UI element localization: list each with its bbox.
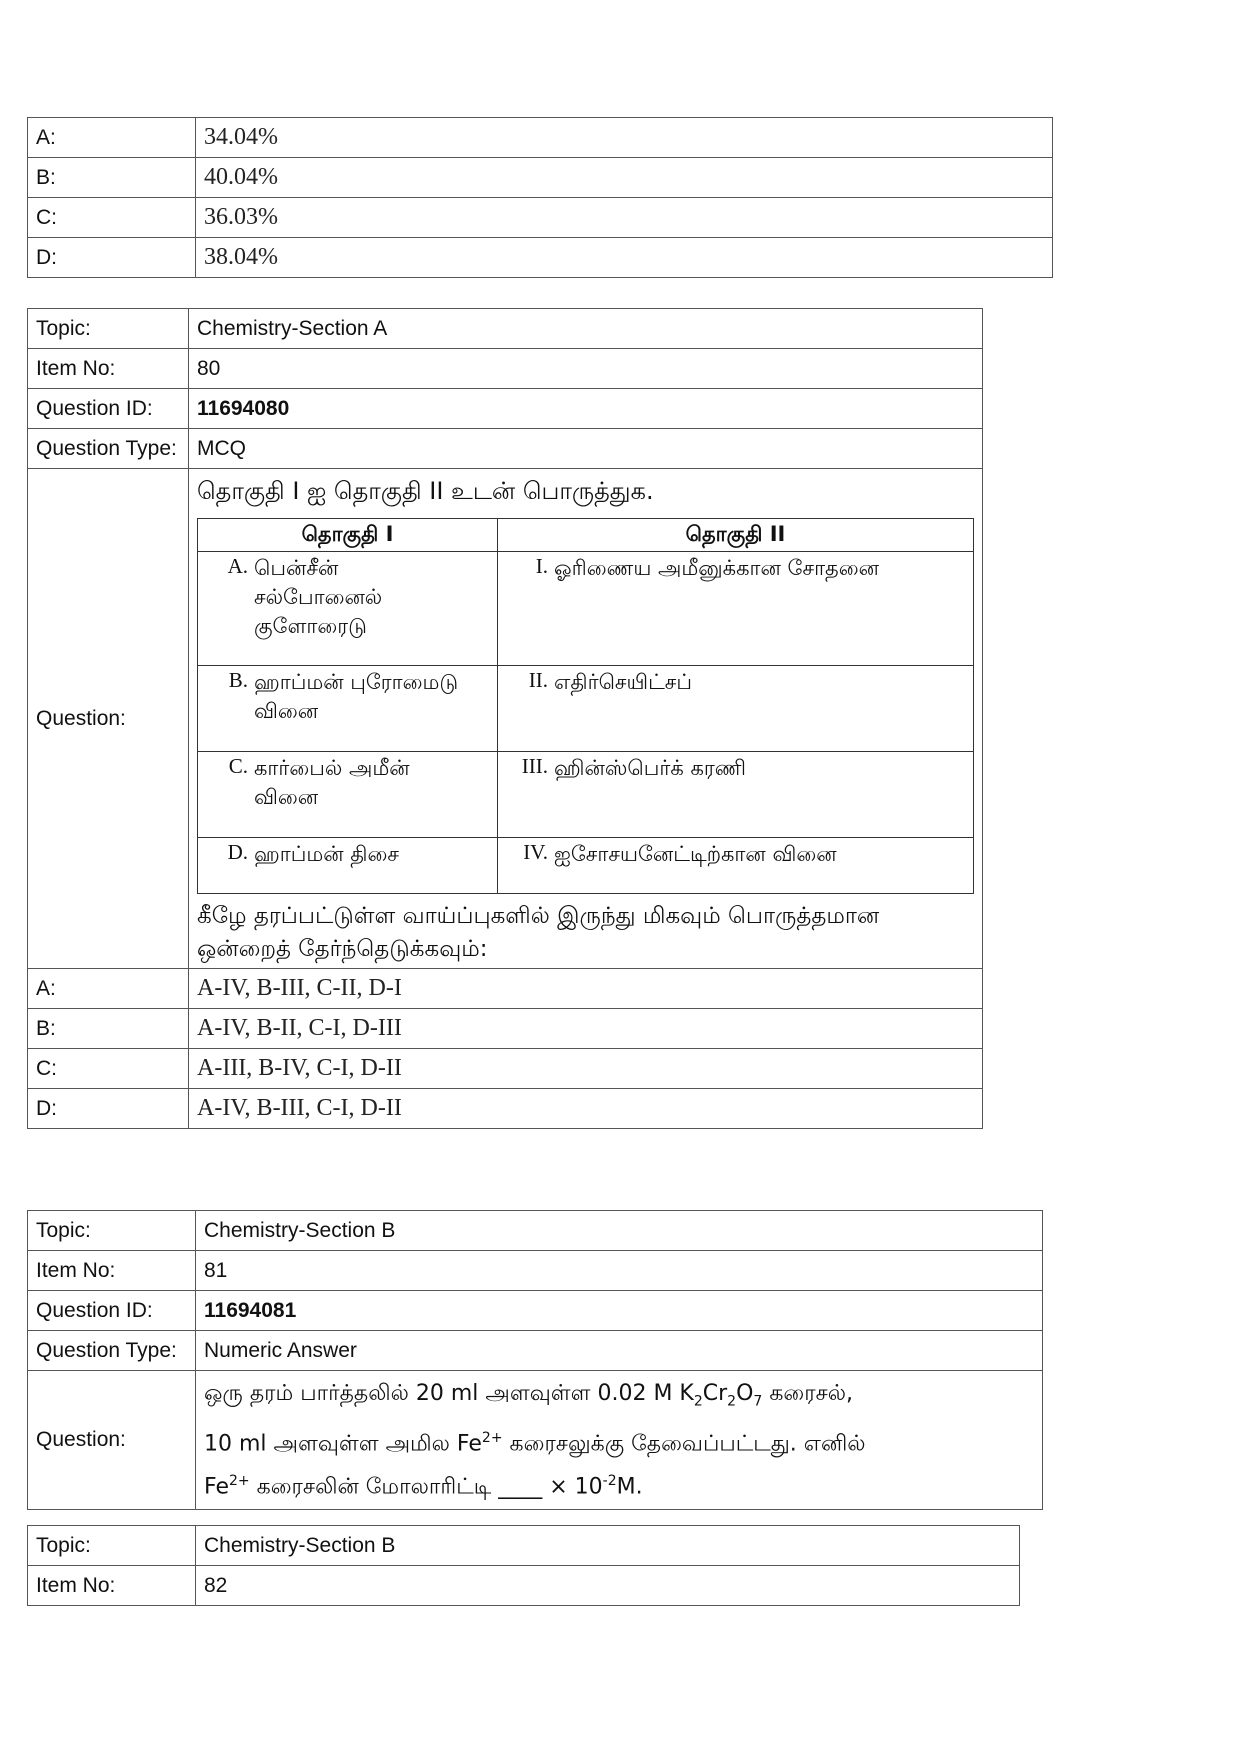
match-row [198,666,974,752]
subscript: 2 [727,1393,737,1410]
table-row [28,1371,1043,1510]
match-row [198,552,974,666]
subscript: 2 [693,1393,703,1410]
table-row [28,1331,1043,1371]
topic-label: Topic: [28,309,189,349]
option-value: 40.04% [196,158,1053,198]
topic-value: Chemistry-Section B [196,1526,1020,1566]
question-line [204,1463,1034,1505]
text-run: Fe [204,1474,229,1500]
item-text: ஓரிணைய அமீனுக்கான சோதனை [554,556,879,580]
subscript: 7 [753,1393,763,1410]
question-line [204,1420,1034,1462]
item-number: C. [228,754,248,778]
topic-label: Topic: [28,1526,196,1566]
table-row [28,1009,983,1049]
match-header-row [198,519,974,552]
question-outro: கீழே தரப்பட்டுள்ள வாய்ப்புகளில் இருந்து மிகவும் பொருத்தமான ஒன்றைத் தேர்ந்தெடுக்கவும்: [197,903,880,962]
item-value: 80 [189,349,983,389]
item-text: எதிர்செயிட்சப் [554,670,693,694]
option-value: A-IV, B-III, C-I, D-II [189,1089,983,1129]
table-row [28,309,983,349]
question-type-value: MCQ [189,429,983,469]
option-key: D: [28,238,196,278]
table-row [28,969,983,1009]
table-row [28,429,983,469]
match-right-cell [498,752,974,838]
option-key: C: [28,198,196,238]
item-number: D. [227,840,248,864]
question-id-value: 11694081 [196,1291,1043,1331]
option-key: B: [28,158,196,198]
question-text [204,1375,1034,1505]
match-left-cell [198,752,498,838]
text-run: கரைசலின் மோலாரிட்டி ____ × 10 [249,1474,603,1500]
option-value: A-IV, B-II, C-I, D-III [189,1009,983,1049]
text-run: 10 ml அளவுள்ள அமில Fe [204,1431,482,1457]
table-row [28,469,983,969]
option-value: A-IV, B-III, C-II, D-I [189,969,983,1009]
text-run: ஒரு தரம் பார்த்தலில் 20 ml அளவுள்ள 0.02 M K [204,1381,694,1406]
match-right-cell [498,552,974,666]
superscript: 2+ [481,1430,503,1447]
question-body [189,469,983,969]
col1-header: தொகுதி I [198,519,498,552]
option-key: A: [28,118,196,158]
match-left-cell [198,838,498,894]
superscript: -2 [602,1472,617,1489]
question-label: Question: [28,1371,196,1510]
text-run: M. [616,1474,643,1500]
table-row [28,118,1053,158]
table-row [28,1251,1043,1291]
topic-value: Chemistry-Section B [196,1211,1043,1251]
prev-options-table [27,117,1053,278]
item-text: பென்சீன் சல்போனைல் குளோரைடு [254,556,383,638]
question-line [204,1375,1034,1420]
item-text: கார்பைல் அமீன் வினை [254,756,410,809]
item-label: Item No: [28,1566,196,1606]
option-value: 36.03% [196,198,1053,238]
match-right-cell [498,838,974,894]
question-82-table [27,1525,1020,1606]
item-number: IV. [523,840,548,864]
match-row [198,838,974,894]
option-key: B: [28,1009,189,1049]
item-number: I. [535,554,548,578]
item-label: Item No: [28,1251,196,1291]
table-row [28,1526,1020,1566]
option-value: 38.04% [196,238,1053,278]
question-80-table [27,308,983,1129]
item-text: ஐசோசயனேட்டிற்கான வினை [554,842,837,866]
item-number: A. [227,554,248,578]
table-row [28,238,1053,278]
item-number: II. [528,668,548,692]
option-key: D: [28,1089,189,1129]
table-row [28,349,983,389]
item-text: ஹாப்மன் புரோமைடு வினை [254,670,459,723]
table-row [28,1211,1043,1251]
option-value: A-III, B-IV, C-I, D-II [189,1049,983,1089]
match-right-cell [498,666,974,752]
table-row [28,389,983,429]
match-left-cell [198,666,498,752]
match-table [197,518,974,894]
question-id-value: 11694080 [189,389,983,429]
question-type-label: Question Type: [28,429,189,469]
option-key: C: [28,1049,189,1089]
option-value: 34.04% [196,118,1053,158]
match-row [198,752,974,838]
superscript: 2+ [229,1472,250,1489]
question-id-label: Question ID: [28,389,189,429]
item-value: 81 [196,1251,1043,1291]
table-row [28,158,1053,198]
table-row [28,1291,1043,1331]
table-row [28,1566,1020,1606]
question-type-label: Question Type: [28,1331,196,1371]
item-text: ஹாப்மன் திசை [254,842,399,866]
match-left-cell [198,552,498,666]
item-text: ஹின்ஸ்பெர்க் கரணி [554,756,746,780]
question-intro: தொகுதி I ஐ தொகுதி II உடன் பொருத்துக. [197,477,654,505]
table-row [28,198,1053,238]
question-type-value: Numeric Answer [196,1331,1043,1371]
table-row [28,1089,983,1129]
question-label: Question: [28,469,189,969]
item-number: III. [521,754,548,778]
question-body [196,1371,1043,1510]
item-number: B. [228,668,248,692]
text-run: Cr [702,1381,728,1406]
col2-header: தொகுதி II [498,519,974,552]
topic-value: Chemistry-Section A [189,309,983,349]
option-key: A: [28,969,189,1009]
question-81-table [27,1210,1043,1510]
question-id-label: Question ID: [28,1291,196,1331]
item-value: 82 [196,1566,1020,1606]
table-row [28,1049,983,1089]
text-run: கரைசலுக்கு தேவைப்பட்டது. எனில் [502,1431,866,1457]
item-label: Item No: [28,349,189,389]
text-run: கரைசல், [762,1381,854,1406]
text-run: O [736,1381,754,1406]
topic-label: Topic: [28,1211,196,1251]
